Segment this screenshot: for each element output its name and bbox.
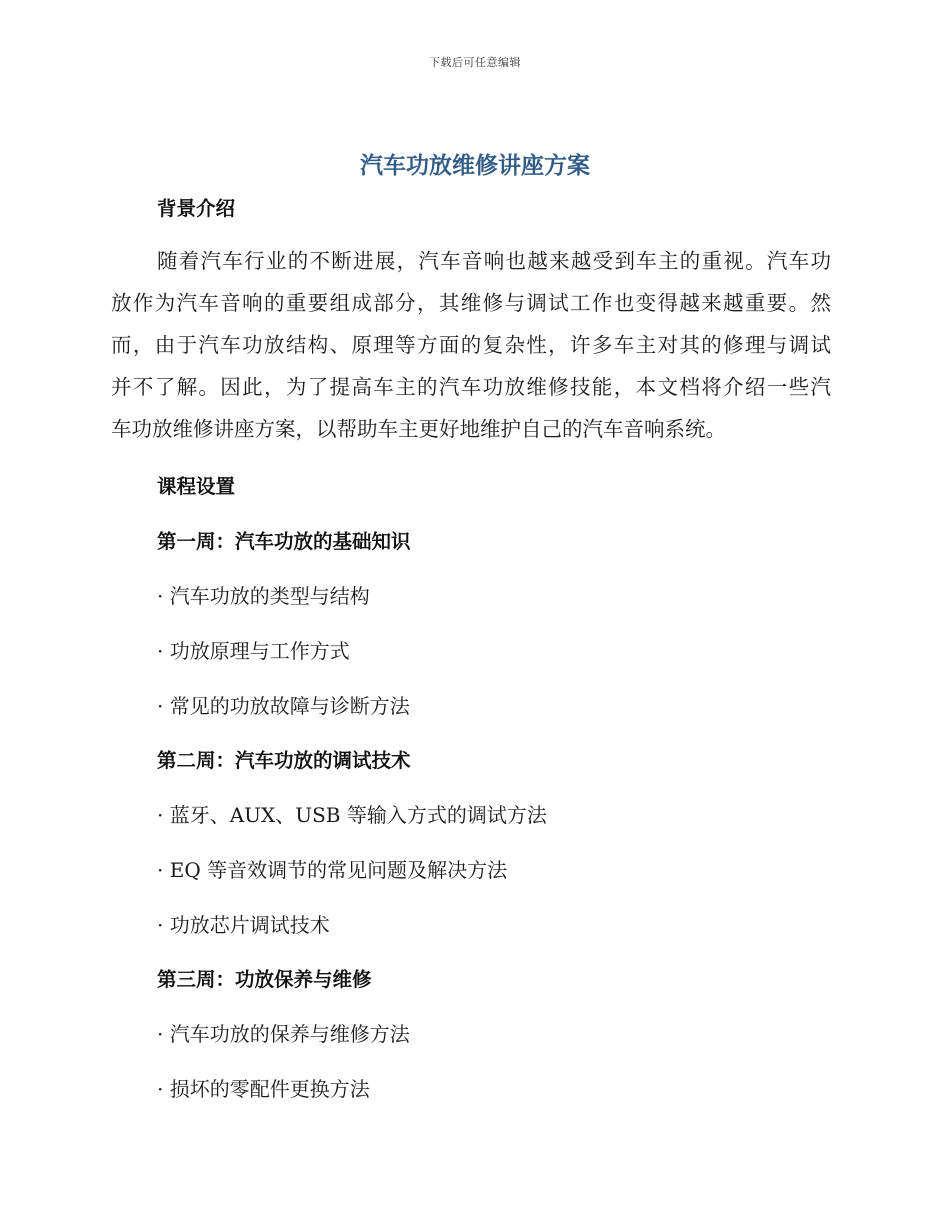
list-item: · EQ 等音效调节的常见问题及解决方法 bbox=[157, 858, 508, 882]
background-paragraph bbox=[111, 240, 831, 450]
list-item: · 常见的功放故障与诊断方法 bbox=[157, 694, 410, 718]
paragraph-line: 随着汽车行业的不断进展，汽车音响也越来越受到车主的重视。汽车功 bbox=[157, 249, 831, 273]
list-item: · 汽车功放的类型与结构 bbox=[157, 584, 370, 608]
list-item: · 功放芯片调试技术 bbox=[157, 913, 330, 937]
paragraph-line: 放作为汽车音响的重要组成部分，其维修与调试工作也变得越来越重要。然 bbox=[111, 291, 831, 315]
list-item: · 汽车功放的保养与维修方法 bbox=[157, 1022, 410, 1046]
document-title: 汽车功放维修讲座方案 bbox=[360, 153, 590, 179]
list-item: · 损坏的零配件更换方法 bbox=[157, 1077, 370, 1101]
paragraph-line: 而，由于汽车功放结构、原理等方面的复杂性，许多车主对其的修理与调试 bbox=[111, 333, 831, 357]
paragraph-line: 并不了解。因此，为了提高车主的汽车功放维修技能，本文档将介绍一些汽 bbox=[111, 375, 831, 399]
page-header-note: 下载后可任意编辑 bbox=[429, 56, 521, 69]
paragraph-line: 车功放维修讲座方案，以帮助车主更好地维护自己的汽车音响系统。 bbox=[111, 417, 726, 441]
list-item: · 功放原理与工作方式 bbox=[157, 639, 350, 663]
week-3-heading: 第三周：功放保养与维修 bbox=[157, 968, 372, 991]
week-2-heading: 第二周：汽车功放的调试技术 bbox=[157, 749, 411, 772]
section-heading-background: 背景介绍 bbox=[157, 197, 236, 220]
section-heading-course: 课程设置 bbox=[157, 475, 236, 498]
list-item: · 蓝牙、AUX、USB 等输入方式的调试方法 bbox=[157, 803, 547, 827]
week-1-heading: 第一周：汽车功放的基础知识 bbox=[157, 530, 411, 553]
